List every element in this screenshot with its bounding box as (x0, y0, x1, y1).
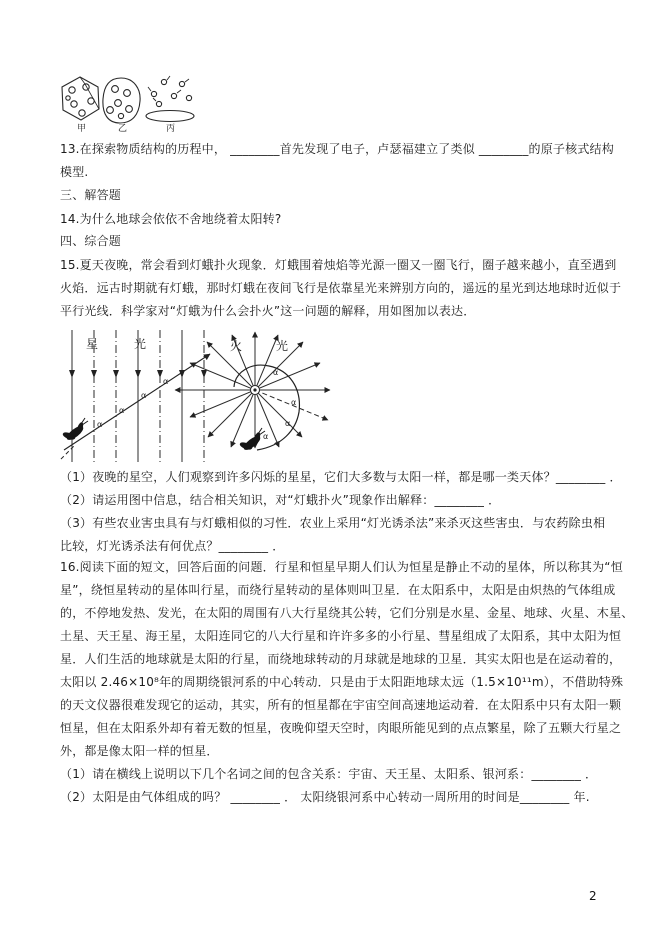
question-13 (60, 138, 635, 184)
downward-ray-arrowheads (69, 370, 207, 378)
moth-icon (62, 418, 88, 442)
section-4-heading: 四、综合题 (60, 234, 122, 248)
model-label-yi: 乙 (118, 124, 128, 134)
angle-alpha-label: α (163, 377, 169, 386)
angle-alpha-label: α (141, 391, 147, 400)
page-number: 2 (589, 889, 597, 903)
model-label-jia: 甲 (77, 124, 87, 134)
angle-alpha-label: α (273, 368, 279, 377)
angle-alpha-label: α (263, 432, 269, 441)
moth-straight-flight-path (64, 354, 210, 450)
question-15-sub-3-line-2: 比较，灯光诱杀法有何优点？________ ． (60, 539, 285, 553)
starlight-label-2: 光 (134, 337, 147, 351)
model-jia-solid-sketch (62, 77, 99, 120)
question-16-subquestions (60, 763, 635, 809)
model-yi-liquid-sketch (103, 78, 140, 123)
question-15-subquestions (60, 466, 635, 558)
starlight-label-1: 星 (86, 337, 99, 351)
angle-alpha-label: α (285, 419, 291, 428)
model-bing-gas-sketch (146, 76, 194, 122)
firelight-label-2: 光 (276, 339, 289, 353)
question-13-line-2: 模型. (60, 165, 89, 179)
question-15 (60, 254, 635, 323)
moth-light-diagram (60, 326, 382, 466)
angle-alpha-label: α (97, 420, 103, 429)
question-16-sub-2: （2）太阳是由气体组成的吗？ ________ ． 太阳绕银河系中心转动一周所用的时间是________ 年. (60, 790, 590, 804)
section-3-heading: 三、解答题 (60, 188, 122, 202)
question-16-line-5: 星．人们生活的地球就是太阳的行星，而绕地球转动的月球就是地球的卫星．其实太阳也是在运动着的， (60, 652, 622, 666)
question-15-sub-2: （2）请运用图中信息，结合相关知识，对“灯蛾扑火”现象作出解释：________ ． (60, 493, 501, 507)
matter-structure-models-figure (58, 74, 196, 134)
firelight-label-1: 火 (230, 339, 243, 353)
question-16-line-1: 16.阅读下面的短文，回答后面的问题．行星和恒星早期人们认为恒星是静止不动的星体，所以称其为“恒 (60, 560, 623, 574)
question-16 (60, 556, 635, 763)
question-16-line-9: 外，都是像太阳一样的恒星． (60, 744, 219, 758)
question-13-line-1: 13.在探索物质结构的历程中， ________首先发现了电子，卢瑟福建立了类似 ________的原子核式结构 (60, 142, 614, 156)
question-16-line-7: 的天文仪器很难发现它的运动，其实，所有的恒星都在宇宙空间高速地运动着．在太阳系中只有太阳一颗 (60, 698, 622, 712)
firelight-caption (230, 338, 288, 353)
question-16-line-4: 土星、天王星、海王星，太阳连同它的八大行星和许许多多的小行星、彗星组成了太阳系，其中太阳为恒 (60, 629, 622, 643)
question-15-line-2: 火焰．远古时期就有灯蛾，那时灯蛾在夜间飞行是依靠星光来辨别方向的，遥远的星光到达地球时近似于 (60, 281, 622, 295)
question-16-sub-1: （1）请在横线上说明以下几个名词之间的包含关系：宇宙、天王星、太阳系、银河系：________ ． (60, 767, 598, 781)
question-16-line-3: 的，不停地发热、发光，在太阳的周围有八大行星绕其公转，它们分别是水星、金星、地球、火星、木星、 (60, 606, 634, 620)
question-16-line-2: 星”，绕恒星转动的星体叫行星，而绕行星转动的星体则叫卫星．在太阳系中，太阳是由炽热的气体组成 (60, 583, 616, 597)
question-16-line-6: 太阳以 2.46×10⁸年的周期绕银河系的中心转动．只是由于太阳距地球太远（1.5×10¹¹m），不借助特殊 (60, 675, 624, 689)
angle-alpha-label: α (119, 406, 125, 415)
question-15-sub-1: （1）夜晚的星空，人们观察到许多闪烁的星星，它们大多数与太阳一样，都是哪一类天体？________ ． (60, 470, 622, 484)
question-15-line-3: 平行光线．科学家对“灯蛾为什么会扑火”这一问题的解释，用如图加以表达． (60, 304, 476, 318)
question-15-sub-3-line-1: （3）有些农业害虫具有与灯蛾相似的习性．农业上采用“灯光诱杀法”来杀灭这些害虫．与农药除虫相 (60, 516, 606, 530)
question-16-line-8: 恒星，但在太阳系外却有着无数的恒星，夜晚仰望天空时，肉眼所能见到的点点繁星，除了五颗大行星之 (60, 721, 622, 735)
angle-alpha-label: α (291, 398, 297, 407)
flame-center-dot (253, 388, 256, 391)
question-15-line-1: 15.夏天夜晚，常会看到灯蛾扑火现象．灯蛾围着烛焰等光源一圈又一圈飞行，圈子越来越小，直至遇到 (60, 258, 617, 272)
question-14: 14.为什么地球会依依不舍地绕着太阳转? (60, 212, 282, 226)
model-label-bing: 丙 (166, 124, 176, 134)
